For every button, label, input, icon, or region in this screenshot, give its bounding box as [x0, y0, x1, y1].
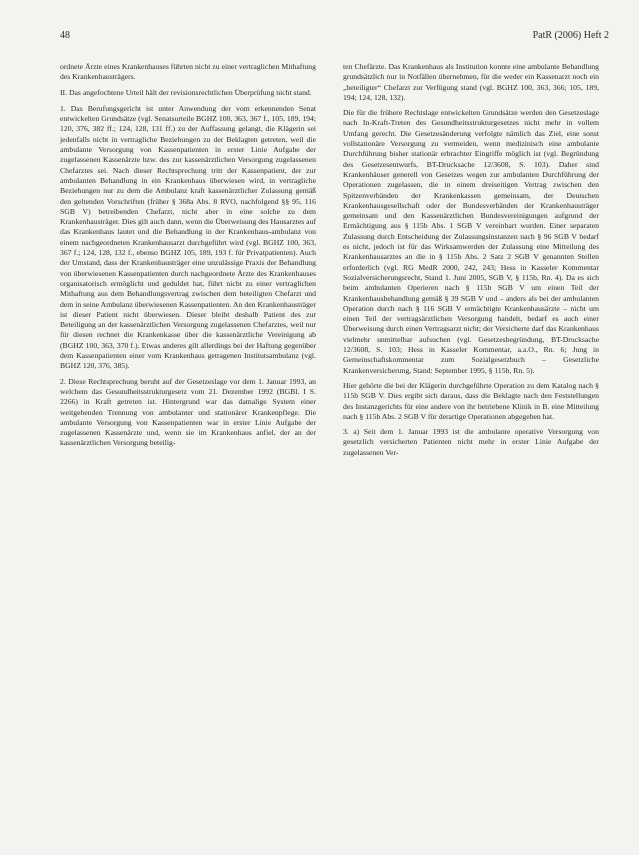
- paragraph: ten Chefärzte. Das Krankenhaus als Institution konnte eine ambulante Behandlung grundsätzlich nur in Notfällen übernehmen, für die weder ein Kassenarzt noch ein „beteiligter“ Chefarzt zur Verfügung stand (vgl. BGHZ 100, 363, 366; 105, 189, 194; 124, 128, 132).: [343, 62, 599, 102]
- left-column: [60, 62, 316, 454]
- paragraph: ordnete Ärzte eines Krankenhauses führten nicht zu einer vertraglichen Mithaftung des Krankenhausträgers.: [60, 62, 316, 82]
- paragraph: 3. a) Seit dem 1. Januar 1993 ist die ambulante operative Versorgung von gesetzlich versicherten Patienten nicht mehr in erster Linie Aufgabe der zugelassenen Ver-: [343, 427, 599, 457]
- page-number: 48: [60, 30, 70, 41]
- journal-header: PatR (2006) Heft 2: [532, 30, 609, 41]
- section-heading: II. Das angefochtene Urteil hält der revisionsrechtlichen Überprüfung nicht stand.: [60, 87, 312, 97]
- right-column: [343, 62, 599, 463]
- paragraph: 2. Diese Rechtsprechung beruht auf der Gesetzeslage vor dem 1. Januar 1993, an welchem das Gesundheitsstrukturgesetz vom 21. Dezember 1992 (BGBl. I S. 2266) in Kraft getreten ist. Hintergrund war das damalige System einer weitgehenden Trennung von ambulanter und stationärer Krankenpflege. Die ambulante Versorgung von Kassenpatienten war in erster Linie Aufgabe der zugelassenen Kassenärzte und, wenn sie im Krankenhaus anfiel, der an der kassenärztlichen Versorgung beteilig-: [60, 376, 316, 448]
- paragraph: 1. Das Berufungsgericht ist unter Anwendung der vom erkennenden Senat entwickelten Grundsätze (vgl. Senatsurteile BGHZ 100, 363, 367 f., 105, 189, 194; 120, 376, 382 ff.; 124, 128, 131 ff.) zu der Auffassung gelangt, die Klägerin sei jedenfalls nicht in vertragliche Beziehungen zu der Beklagten getreten, weil die ambulante Versorgung von Kassenpatienten in erster Linie Aufgabe der zugelassenen Kassenärzte bzw. des zur kassenärztlichen Versorgung zugelassenen Chefarztes sei. Nach dieser Rechtsprechung tritt der Kassenpatient, der zur ambulanten Behandlung in ein Krankenhaus überwiesen wird, in vertragliche Beziehungen nur zu dem die Ambulanz kraft kassenärztlicher Zulassung gemäß den geltenden Vorschriften (früher § 368a Abs. 8 RVO, nachfolgend §§ 95, 116 SGB V) betreibenden Chefarzt, nicht aber in eine solche zu dem Krankenhausträger. Dies gilt auch dann, wenn die Überweisung des Hausarztes auf das Krankenhaus lautet und die Behandlung in der Krankenhaus-ambulanz von einem nachgeordneten Krankenhausarzt durchgeführt wird (vgl. BGHZ 100, 363, 367 f.; 124, 128, 132 f., ebenso BGHZ 105, 189, 193 f. für Privatpatienten). Auch der Umstand, dass der Krankenhausträger eine unzulässige Praxis der Behandlung von überwiesenen Kassenpatienten durch nachgeordnete Ärzte des Krankenhauses organisatorisch ermöglicht und geduldet hat, führt nicht zu einer vertraglichen Mithaftung aus dem Behandlungsvertrag zwischen dem beteiligten Chefarzt und dem in seine Ambulanz überwiesenen Kassenpatienten. An den Krankenhausträger ist dieser Patient nicht überwiesen. Dieser bleibt deshalb Patient des zur Beteiligung an der kassenärztlichen Versorgung zugelassenen Chefarztes, weil nur für diesen rechnet die Krankenkasse über die kassenärztliche Vereinigung ab (BGHZ 100, 363, 370 f.). Etwas anderes gilt allerdings bei der Haftung gegenüber dem Kassenpatienten einer vom Krankenhaus getragenen Institutsambulanz (vgl. BGHZ 120, 376, 385).: [60, 103, 316, 371]
- paragraph: Die für die frühere Rechtslage entwickelten Grundsätze werden den Gesetzeslage nach In-Kraft-Treten des Gesundheitsstrukturgesetzes nicht mehr in vollem Umfang gerecht. Die Gesetzesänderung verfolgte nämlich das Ziel, eine sonst vollstationäre Versorgung zu vermeiden, wenn medizinisch eine ambulante Durchführung bisher stationär erbrachter Eingriffe möglich ist (vgl. Begründung des Gesetzesentwurfs, BT-Drucksache 12/3608, S. 103). Daher sind Krankenhäuser generell von Gesetzes wegen zur ambulanten Durchführung der Operationen zugelassen, die in einem dreiseitigen Vertrag zwischen den Spitzenverbänden der Krankenkassen gemeinsam, der Deutschen Krankenhausgesellschaft oder der Bundesverbänden der Krankenhausträger gemeinsam und den Kassenärztlichen Bundesvereinigungen aufgrund der Ermächtigung aus § 115b Abs. 1 SGB V vereinbart wurden. Einer separaten Zulassung durch Entscheidung der Zulassungsinstanzen nach § 96 SGB V bedarf es nicht, jedoch ist für das Wirksamwerden der Zulassung eine Mitteilung des Krankenhausarztes an die in § 115b Abs. 2 Satz 2 SGB V genannten Stellen erforderlich (vgl. RG MedR 2000, 242, 243; Hess in Kasseler Kommentar Sozialversicherungsrecht, Stand 1. Juni 2005, SGB V, § 115b, Rn. 4). Da es sich beim ambulanten Operieren nach § 115b SGB V um einen Teil der Krankenhausbehandlung gemäß § 39 SGB V und – anders als bei der ambulanten Operation durch nach § 116 SGB V ermächtigte Krankenhausärzte – nicht um einen Teil der vertragsärztlichen Versorgung handelt, bedarf es auch einer Überweisung durch einen Vertragsarzt nicht; der Versicherte darf das Krankenhaus vielmehr unmittelbar aufsuchen (vgl. Gesetzesbegründung, BT-Drucksache 12/3608, S. 103; Hess in Kasseler Kommentar, a.a.O., Rn. 6; Jung in Gemeinschaftskommentar zum Sozialgesetzbuch – Gesetzliche Krankenversicherung, Stand: September 1995, § 115b, Rn. 5).: [343, 108, 599, 375]
- paragraph: Hier gehörte die bei der Klägerin durchgeführte Operation zu dem Katalog nach § 115b SGB V. Dies ergibt sich daraus, dass die Beklagte nach den Feststellungen des Instanzgerichts für eine andere von ihr betriebene Klinik in B. eine Mitteilung nach § 115b Abs. 2 SGB V für derartige Operationen abgegeben hat.: [343, 380, 599, 421]
